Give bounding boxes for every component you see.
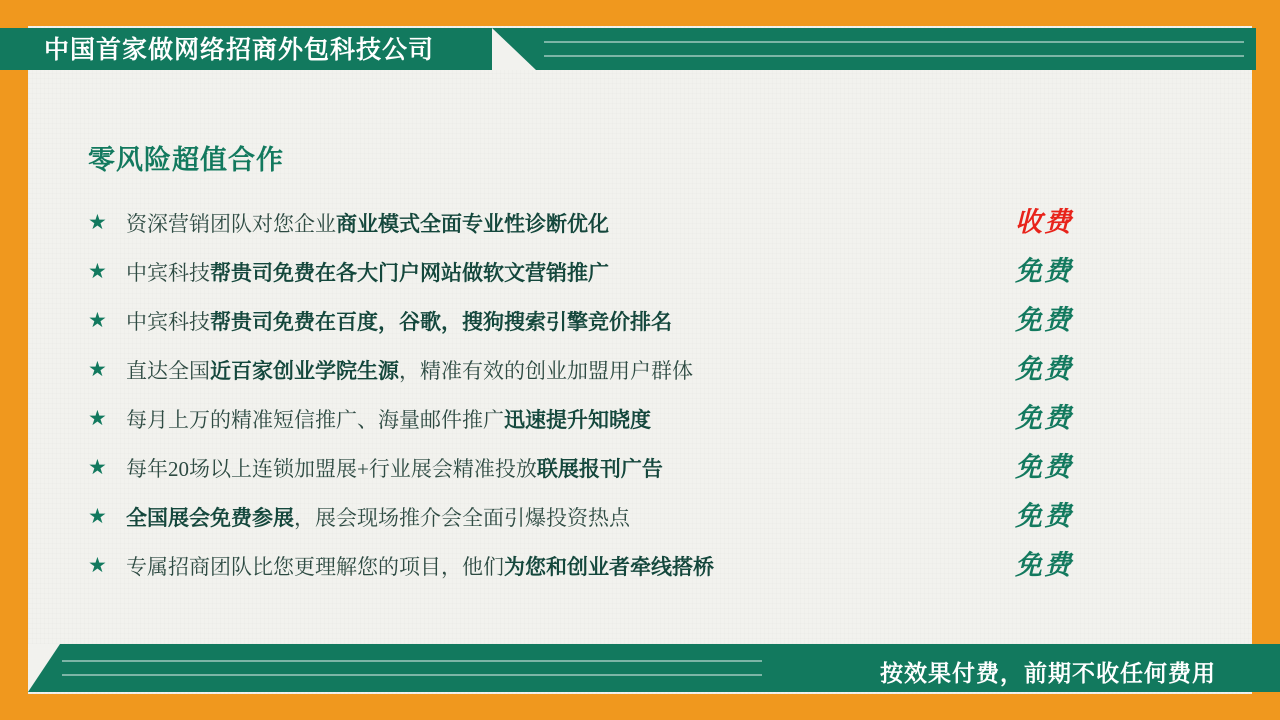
price-badge: 免费: [1015, 550, 1073, 580]
footer-text: 按效果付费，前期不收任何费用: [880, 660, 1216, 686]
list-item-text: 全国展会免费参展，展会现场推介会全面引爆投资热点: [126, 505, 630, 530]
star-icon: ★: [88, 260, 107, 283]
list-item: [88, 247, 1128, 296]
list-item: [88, 443, 1128, 492]
footer-stripe-line-1: [62, 660, 762, 662]
star-icon: ★: [88, 407, 107, 430]
list-item-text: 资深营销团队对您企业商业模式全面专业性诊断优化: [126, 211, 609, 236]
star-icon: ★: [88, 554, 107, 577]
footer-stripe-line-2: [62, 674, 762, 676]
benefits-list: [88, 198, 1128, 590]
header-title: 中国首家做网络招商外包科技公司: [44, 36, 435, 64]
footer-notch-shape: [28, 644, 60, 692]
header-notch-shape: [492, 28, 536, 70]
price-badge: 免费: [1015, 256, 1073, 286]
header-stripe-line-1: [544, 41, 1244, 43]
star-icon: ★: [88, 211, 107, 234]
star-icon: ★: [88, 358, 107, 381]
list-item-text: 每年20场以上连锁加盟展+行业展会精准投放联展报刊广告: [126, 456, 663, 481]
list-item: [88, 394, 1128, 443]
list-item: [88, 296, 1128, 345]
list-item-text: 中宾科技帮贵司免费在百度，谷歌，搜狗搜索引擎竞价排名: [126, 309, 672, 334]
list-item-text: 专属招商团队比您更理解您的项目，他们为您和创业者牵线搭桥: [126, 554, 714, 579]
price-badge: 免费: [1015, 305, 1073, 335]
list-item: [88, 492, 1128, 541]
section-title: 零风险超值合作: [88, 145, 284, 175]
list-item: [88, 345, 1128, 394]
list-item-text: 每月上万的精准短信推广、海量邮件推广迅速提升知晓度: [126, 407, 651, 432]
star-icon: ★: [88, 456, 107, 479]
header-decorative-stripes: [536, 28, 1256, 70]
price-badge: 收费: [1015, 207, 1073, 237]
list-item: [88, 541, 1128, 590]
star-icon: ★: [88, 505, 107, 528]
star-icon: ★: [88, 309, 107, 332]
price-badge: 免费: [1015, 452, 1073, 482]
price-badge: 免费: [1015, 501, 1073, 531]
list-item: [88, 198, 1128, 247]
header-stripe-line-2: [544, 55, 1244, 57]
price-badge: 免费: [1015, 403, 1073, 433]
list-item-text: 中宾科技帮贵司免费在各大门户网站做软文营销推广: [126, 260, 609, 285]
price-badge: 免费: [1015, 354, 1073, 384]
list-item-text: 直达全国近百家创业学院生源，精准有效的创业加盟用户群体: [126, 358, 693, 383]
footer-decorative-stripes: [62, 644, 762, 692]
